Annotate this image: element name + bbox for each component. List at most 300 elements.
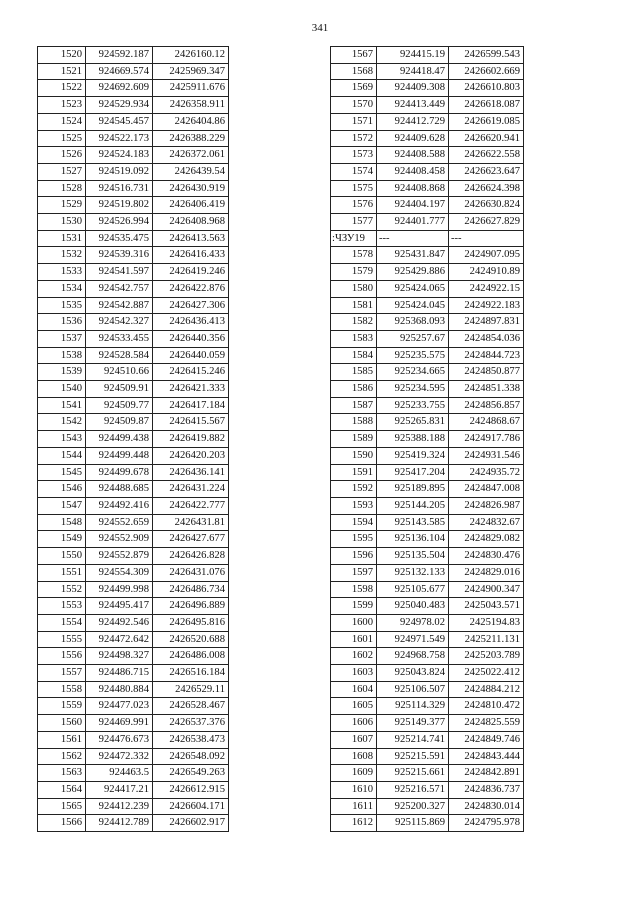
- x-coordinate-cell: 924692.609: [86, 80, 153, 97]
- y-coordinate-cell: 2426439.54: [153, 163, 229, 180]
- point-number-cell: 1520: [38, 47, 86, 64]
- y-coordinate-cell: 2426427.306: [153, 297, 229, 314]
- point-number-cell: 1528: [38, 180, 86, 197]
- y-coordinate-cell: 2426529.11: [153, 681, 229, 698]
- point-number-cell: 1552: [38, 581, 86, 598]
- x-coordinate-cell: 925135.504: [377, 548, 449, 565]
- table-row: [38, 715, 229, 732]
- point-number-cell: 1527: [38, 163, 86, 180]
- y-coordinate-cell: 2424851.338: [449, 381, 524, 398]
- point-number-cell: 1601: [331, 631, 377, 648]
- y-coordinate-cell: 2424847.008: [449, 481, 524, 498]
- point-number-cell: 1521: [38, 63, 86, 80]
- point-number-cell: 1584: [331, 347, 377, 364]
- x-coordinate-cell: 924509.77: [86, 397, 153, 414]
- table-row: [331, 247, 524, 264]
- x-coordinate-cell: 924476.673: [86, 731, 153, 748]
- point-number-cell: 1610: [331, 781, 377, 798]
- table-row: [331, 564, 524, 581]
- point-number-cell: 1598: [331, 581, 377, 598]
- point-number-cell: 1546: [38, 481, 86, 498]
- x-coordinate-cell: 925189.895: [377, 481, 449, 498]
- x-coordinate-cell: 924535.475: [86, 230, 153, 247]
- table-row: [331, 665, 524, 682]
- x-coordinate-cell: 924499.678: [86, 464, 153, 481]
- y-coordinate-cell: 2425969.347: [153, 63, 229, 80]
- table-row: [331, 815, 524, 832]
- x-coordinate-cell: 925149.377: [377, 715, 449, 732]
- y-coordinate-cell: 2424868.67: [449, 414, 524, 431]
- table-row: [38, 130, 229, 147]
- y-coordinate-cell: 2426358.911: [153, 97, 229, 114]
- x-coordinate-cell: 924408.588: [377, 147, 449, 164]
- y-coordinate-cell: 2426422.876: [153, 280, 229, 297]
- table-row: [38, 264, 229, 281]
- y-coordinate-cell: 2426431.076: [153, 564, 229, 581]
- table-row: [331, 63, 524, 80]
- y-coordinate-cell: 2426599.543: [449, 47, 524, 64]
- table-row: [38, 681, 229, 698]
- table-row: [38, 80, 229, 97]
- table-row: [38, 748, 229, 765]
- table-row: [331, 631, 524, 648]
- y-coordinate-cell: ---: [449, 230, 524, 247]
- x-coordinate-cell: 924509.91: [86, 381, 153, 398]
- point-number-cell: 1577: [331, 214, 377, 231]
- y-coordinate-cell: 2426413.563: [153, 230, 229, 247]
- table-row: [331, 698, 524, 715]
- x-coordinate-cell: 925234.595: [377, 381, 449, 398]
- point-number-cell: 1585: [331, 364, 377, 381]
- table-row: [38, 397, 229, 414]
- point-number-cell: 1549: [38, 531, 86, 548]
- x-coordinate-cell: 925233.755: [377, 397, 449, 414]
- table-row: [331, 97, 524, 114]
- point-number-cell: 1534: [38, 280, 86, 297]
- point-number-cell: 1535: [38, 297, 86, 314]
- y-coordinate-cell: 2426630.824: [449, 197, 524, 214]
- point-number-cell: 1529: [38, 197, 86, 214]
- point-number-cell: 1559: [38, 698, 86, 715]
- point-number-cell: 1579: [331, 264, 377, 281]
- x-coordinate-cell: 924522.173: [86, 130, 153, 147]
- table-row: [331, 397, 524, 414]
- x-coordinate-cell: 925265.831: [377, 414, 449, 431]
- table-row: [38, 97, 229, 114]
- point-number-cell: 1612: [331, 815, 377, 832]
- x-coordinate-cell: 924552.909: [86, 531, 153, 548]
- y-coordinate-cell: 2424910.89: [449, 264, 524, 281]
- y-coordinate-cell: 2426612.915: [153, 781, 229, 798]
- y-coordinate-cell: 2426619.085: [449, 113, 524, 130]
- y-coordinate-cell: 2426610.803: [449, 80, 524, 97]
- y-coordinate-cell: 2426436.413: [153, 314, 229, 331]
- table-row: [331, 431, 524, 448]
- point-number-cell: 1561: [38, 731, 86, 748]
- y-coordinate-cell: 2424842.891: [449, 765, 524, 782]
- point-number-cell: 1551: [38, 564, 86, 581]
- point-number-cell: 1557: [38, 665, 86, 682]
- table-row: [38, 564, 229, 581]
- x-coordinate-cell: 924415.19: [377, 47, 449, 64]
- x-coordinate-cell: 924417.21: [86, 781, 153, 798]
- table-row: [331, 330, 524, 347]
- table-row: [331, 414, 524, 431]
- x-coordinate-cell: 925216.571: [377, 781, 449, 798]
- table-row: [38, 347, 229, 364]
- x-coordinate-cell: 924463.5: [86, 765, 153, 782]
- y-coordinate-cell: 2426419.246: [153, 264, 229, 281]
- x-coordinate-cell: 924499.448: [86, 447, 153, 464]
- x-coordinate-cell: 924592.187: [86, 47, 153, 64]
- y-coordinate-cell: 2424825.559: [449, 715, 524, 732]
- y-coordinate-cell: 2426426.828: [153, 548, 229, 565]
- point-number-cell: 1531: [38, 230, 86, 247]
- point-number-cell: 1548: [38, 514, 86, 531]
- x-coordinate-cell: 924472.642: [86, 631, 153, 648]
- x-coordinate-cell: 925215.661: [377, 765, 449, 782]
- table-row: [38, 614, 229, 631]
- x-coordinate-cell: 925215.591: [377, 748, 449, 765]
- x-coordinate-cell: 924499.438: [86, 431, 153, 448]
- x-coordinate-cell: 924413.449: [377, 97, 449, 114]
- point-number-cell: 1566: [38, 815, 86, 832]
- x-coordinate-cell: 925106.507: [377, 681, 449, 698]
- table-row: [38, 63, 229, 80]
- x-coordinate-cell: 924526.994: [86, 214, 153, 231]
- point-number-cell: 1550: [38, 548, 86, 565]
- x-coordinate-cell: 924495.417: [86, 598, 153, 615]
- point-number-cell: 1555: [38, 631, 86, 648]
- x-coordinate-cell: 924542.887: [86, 297, 153, 314]
- y-coordinate-cell: 2424830.014: [449, 798, 524, 815]
- y-coordinate-cell: 2426486.734: [153, 581, 229, 598]
- point-number-cell: 1593: [331, 497, 377, 514]
- table-row: [38, 163, 229, 180]
- table-row: [38, 431, 229, 448]
- point-number-cell: 1564: [38, 781, 86, 798]
- point-number-cell: 1590: [331, 447, 377, 464]
- y-coordinate-cell: 2426624.398: [449, 180, 524, 197]
- x-coordinate-cell: 924539.316: [86, 247, 153, 264]
- table-row: [331, 497, 524, 514]
- table-row: [331, 681, 524, 698]
- x-coordinate-cell: 924409.628: [377, 130, 449, 147]
- x-coordinate-cell: 924519.092: [86, 163, 153, 180]
- y-coordinate-cell: 2426623.647: [449, 163, 524, 180]
- point-number-cell: 1575: [331, 180, 377, 197]
- point-number-cell: 1542: [38, 414, 86, 431]
- y-coordinate-cell: 2426406.419: [153, 197, 229, 214]
- y-coordinate-cell: 2425043.571: [449, 598, 524, 615]
- x-coordinate-cell: 924978.02: [377, 614, 449, 631]
- table-row: [331, 464, 524, 481]
- x-coordinate-cell: 925200.327: [377, 798, 449, 815]
- section-header-row: [331, 230, 524, 247]
- y-coordinate-cell: 2424854.036: [449, 330, 524, 347]
- x-coordinate-cell: 924519.802: [86, 197, 153, 214]
- y-coordinate-cell: 2426427.677: [153, 531, 229, 548]
- x-coordinate-cell: 924404.197: [377, 197, 449, 214]
- x-coordinate-cell: 924552.659: [86, 514, 153, 531]
- y-coordinate-cell: 2424935.72: [449, 464, 524, 481]
- x-coordinate-cell: 925235.575: [377, 347, 449, 364]
- y-coordinate-cell: 2426388.229: [153, 130, 229, 147]
- y-coordinate-cell: 2426416.433: [153, 247, 229, 264]
- y-coordinate-cell: 2426602.917: [153, 815, 229, 832]
- point-number-cell: 1532: [38, 247, 86, 264]
- x-coordinate-cell: 924968.758: [377, 648, 449, 665]
- point-number-cell: 1538: [38, 347, 86, 364]
- point-number-cell: 1522: [38, 80, 86, 97]
- table-row: [38, 364, 229, 381]
- table-row: [38, 197, 229, 214]
- table-row: [331, 381, 524, 398]
- x-coordinate-cell: 924669.574: [86, 63, 153, 80]
- x-coordinate-cell: 924554.309: [86, 564, 153, 581]
- x-coordinate-cell: 924408.868: [377, 180, 449, 197]
- table-row: [331, 514, 524, 531]
- table-row: [331, 748, 524, 765]
- table-row: [331, 314, 524, 331]
- point-number-cell: 1544: [38, 447, 86, 464]
- point-number-cell: 1580: [331, 280, 377, 297]
- point-number-cell: 1570: [331, 97, 377, 114]
- point-number-cell: 1572: [331, 130, 377, 147]
- x-coordinate-cell: 924480.884: [86, 681, 153, 698]
- point-number-cell: 1556: [38, 648, 86, 665]
- table-row: [331, 80, 524, 97]
- y-coordinate-cell: 2424836.737: [449, 781, 524, 798]
- y-coordinate-cell: 2426430.919: [153, 180, 229, 197]
- x-coordinate-cell: 924412.239: [86, 798, 153, 815]
- table-row: [38, 230, 229, 247]
- point-number-cell: 1524: [38, 113, 86, 130]
- point-number-cell: 1533: [38, 264, 86, 281]
- y-coordinate-cell: 2426421.333: [153, 381, 229, 398]
- y-coordinate-cell: 2426520.688: [153, 631, 229, 648]
- y-coordinate-cell: 2424922.15: [449, 280, 524, 297]
- table-row: [38, 497, 229, 514]
- y-coordinate-cell: 2424907.095: [449, 247, 524, 264]
- point-number-cell: 1588: [331, 414, 377, 431]
- x-coordinate-cell: 925132.133: [377, 564, 449, 581]
- y-coordinate-cell: 2426404.86: [153, 113, 229, 130]
- point-number-cell: 1599: [331, 598, 377, 615]
- y-coordinate-cell: 2426160.12: [153, 47, 229, 64]
- point-number-cell: 1592: [331, 481, 377, 498]
- y-coordinate-cell: 2424897.831: [449, 314, 524, 331]
- x-coordinate-cell: 925424.065: [377, 280, 449, 297]
- y-coordinate-cell: 2424826.987: [449, 497, 524, 514]
- point-number-cell: 1586: [331, 381, 377, 398]
- y-coordinate-cell: 2424856.857: [449, 397, 524, 414]
- y-coordinate-cell: 2426548.092: [153, 748, 229, 765]
- y-coordinate-cell: 2426436.141: [153, 464, 229, 481]
- table-row: [331, 113, 524, 130]
- x-coordinate-cell: 924524.183: [86, 147, 153, 164]
- point-number-cell: 1602: [331, 648, 377, 665]
- point-number-cell: 1565: [38, 798, 86, 815]
- y-coordinate-cell: 2424922.183: [449, 297, 524, 314]
- table-row: [38, 314, 229, 331]
- y-coordinate-cell: 2426620.941: [449, 130, 524, 147]
- table-row: [38, 731, 229, 748]
- y-coordinate-cell: 2426422.777: [153, 497, 229, 514]
- x-coordinate-cell: ---: [377, 230, 449, 247]
- y-coordinate-cell: 2424844.723: [449, 347, 524, 364]
- table-row: [38, 280, 229, 297]
- table-row: [38, 381, 229, 398]
- x-coordinate-cell: 924492.416: [86, 497, 153, 514]
- x-coordinate-cell: 924412.729: [377, 113, 449, 130]
- y-coordinate-cell: 2426496.889: [153, 598, 229, 615]
- table-row: [331, 214, 524, 231]
- point-number-cell: 1596: [331, 548, 377, 565]
- y-coordinate-cell: 2425022.412: [449, 665, 524, 682]
- y-coordinate-cell: 2424832.67: [449, 514, 524, 531]
- y-coordinate-cell: 2424843.444: [449, 748, 524, 765]
- x-coordinate-cell: 925143.585: [377, 514, 449, 531]
- table-row: [331, 180, 524, 197]
- x-coordinate-cell: 925417.204: [377, 464, 449, 481]
- x-coordinate-cell: 925431.847: [377, 247, 449, 264]
- table-row: [331, 130, 524, 147]
- y-coordinate-cell: 2424829.016: [449, 564, 524, 581]
- x-coordinate-cell: 925040.483: [377, 598, 449, 615]
- x-coordinate-cell: 924486.715: [86, 665, 153, 682]
- y-coordinate-cell: 2426431.224: [153, 481, 229, 498]
- x-coordinate-cell: 924488.685: [86, 481, 153, 498]
- table-row: [331, 765, 524, 782]
- x-coordinate-cell: 924528.584: [86, 347, 153, 364]
- y-coordinate-cell: 2425211.131: [449, 631, 524, 648]
- x-coordinate-cell: 924409.308: [377, 80, 449, 97]
- y-coordinate-cell: 2426419.882: [153, 431, 229, 448]
- x-coordinate-cell: 924542.327: [86, 314, 153, 331]
- y-coordinate-cell: 2426420.203: [153, 447, 229, 464]
- table-row: [331, 531, 524, 548]
- x-coordinate-cell: 924510.66: [86, 364, 153, 381]
- point-number-cell: 1603: [331, 665, 377, 682]
- table-row: [38, 414, 229, 431]
- x-coordinate-cell: 925136.104: [377, 531, 449, 548]
- y-coordinate-cell: 2426415.567: [153, 414, 229, 431]
- table-row: [331, 264, 524, 281]
- y-coordinate-cell: 2424917.786: [449, 431, 524, 448]
- table-row: [38, 180, 229, 197]
- y-coordinate-cell: 2426549.263: [153, 765, 229, 782]
- x-coordinate-cell: 925144.205: [377, 497, 449, 514]
- y-coordinate-cell: 2426537.376: [153, 715, 229, 732]
- point-number-cell: :ЧЗУ19: [331, 230, 377, 247]
- coordinate-table-right: [330, 46, 524, 832]
- x-coordinate-cell: 924971.549: [377, 631, 449, 648]
- point-number-cell: 1543: [38, 431, 86, 448]
- y-coordinate-cell: 2424795.978: [449, 815, 524, 832]
- x-coordinate-cell: 925043.824: [377, 665, 449, 682]
- point-number-cell: 1539: [38, 364, 86, 381]
- y-coordinate-cell: 2426440.059: [153, 347, 229, 364]
- table-row: [331, 447, 524, 464]
- point-number-cell: 1562: [38, 748, 86, 765]
- point-number-cell: 1573: [331, 147, 377, 164]
- table-row: [38, 47, 229, 64]
- x-coordinate-cell: 924509.87: [86, 414, 153, 431]
- table-row: [331, 481, 524, 498]
- table-row: [331, 731, 524, 748]
- table-row: [38, 548, 229, 565]
- point-number-cell: 1605: [331, 698, 377, 715]
- x-coordinate-cell: 925424.045: [377, 297, 449, 314]
- point-number-cell: 1526: [38, 147, 86, 164]
- table-row: [331, 364, 524, 381]
- table-row: [38, 781, 229, 798]
- table-row: [331, 548, 524, 565]
- table-row: [38, 481, 229, 498]
- y-coordinate-cell: 2426627.829: [449, 214, 524, 231]
- y-coordinate-cell: 2426604.171: [153, 798, 229, 815]
- x-coordinate-cell: 924418.47: [377, 63, 449, 80]
- x-coordinate-cell: 925419.324: [377, 447, 449, 464]
- x-coordinate-cell: 924492.546: [86, 614, 153, 631]
- table-row: [331, 47, 524, 64]
- table-row: [38, 598, 229, 615]
- table-row: [38, 581, 229, 598]
- point-number-cell: 1574: [331, 163, 377, 180]
- y-coordinate-cell: 2426528.467: [153, 698, 229, 715]
- y-coordinate-cell: 2424829.082: [449, 531, 524, 548]
- table-row: [38, 765, 229, 782]
- table-row: [331, 197, 524, 214]
- point-number-cell: 1595: [331, 531, 377, 548]
- x-coordinate-cell: 924545.457: [86, 113, 153, 130]
- x-coordinate-cell: 924472.332: [86, 748, 153, 765]
- point-number-cell: 1576: [331, 197, 377, 214]
- point-number-cell: 1560: [38, 715, 86, 732]
- table-row: [38, 531, 229, 548]
- table-row: [38, 297, 229, 314]
- point-number-cell: 1558: [38, 681, 86, 698]
- point-number-cell: 1611: [331, 798, 377, 815]
- y-coordinate-cell: 2426372.061: [153, 147, 229, 164]
- y-coordinate-cell: 2424850.877: [449, 364, 524, 381]
- point-number-cell: 1600: [331, 614, 377, 631]
- point-number-cell: 1604: [331, 681, 377, 698]
- table-row: [38, 631, 229, 648]
- coordinate-table-left: [37, 46, 229, 832]
- point-number-cell: 1589: [331, 431, 377, 448]
- point-number-cell: 1583: [331, 330, 377, 347]
- table-row: [38, 514, 229, 531]
- x-coordinate-cell: 924498.327: [86, 648, 153, 665]
- x-coordinate-cell: 924529.934: [86, 97, 153, 114]
- point-number-cell: 1597: [331, 564, 377, 581]
- y-coordinate-cell: 2424900.347: [449, 581, 524, 598]
- point-number-cell: 1607: [331, 731, 377, 748]
- x-coordinate-cell: 924477.023: [86, 698, 153, 715]
- table-row: [331, 347, 524, 364]
- point-number-cell: 1553: [38, 598, 86, 615]
- table-row: [38, 815, 229, 832]
- y-coordinate-cell: 2426622.558: [449, 147, 524, 164]
- y-coordinate-cell: 2426440.356: [153, 330, 229, 347]
- point-number-cell: 1581: [331, 297, 377, 314]
- point-number-cell: 1606: [331, 715, 377, 732]
- point-number-cell: 1568: [331, 63, 377, 80]
- table-row: [38, 698, 229, 715]
- point-number-cell: 1540: [38, 381, 86, 398]
